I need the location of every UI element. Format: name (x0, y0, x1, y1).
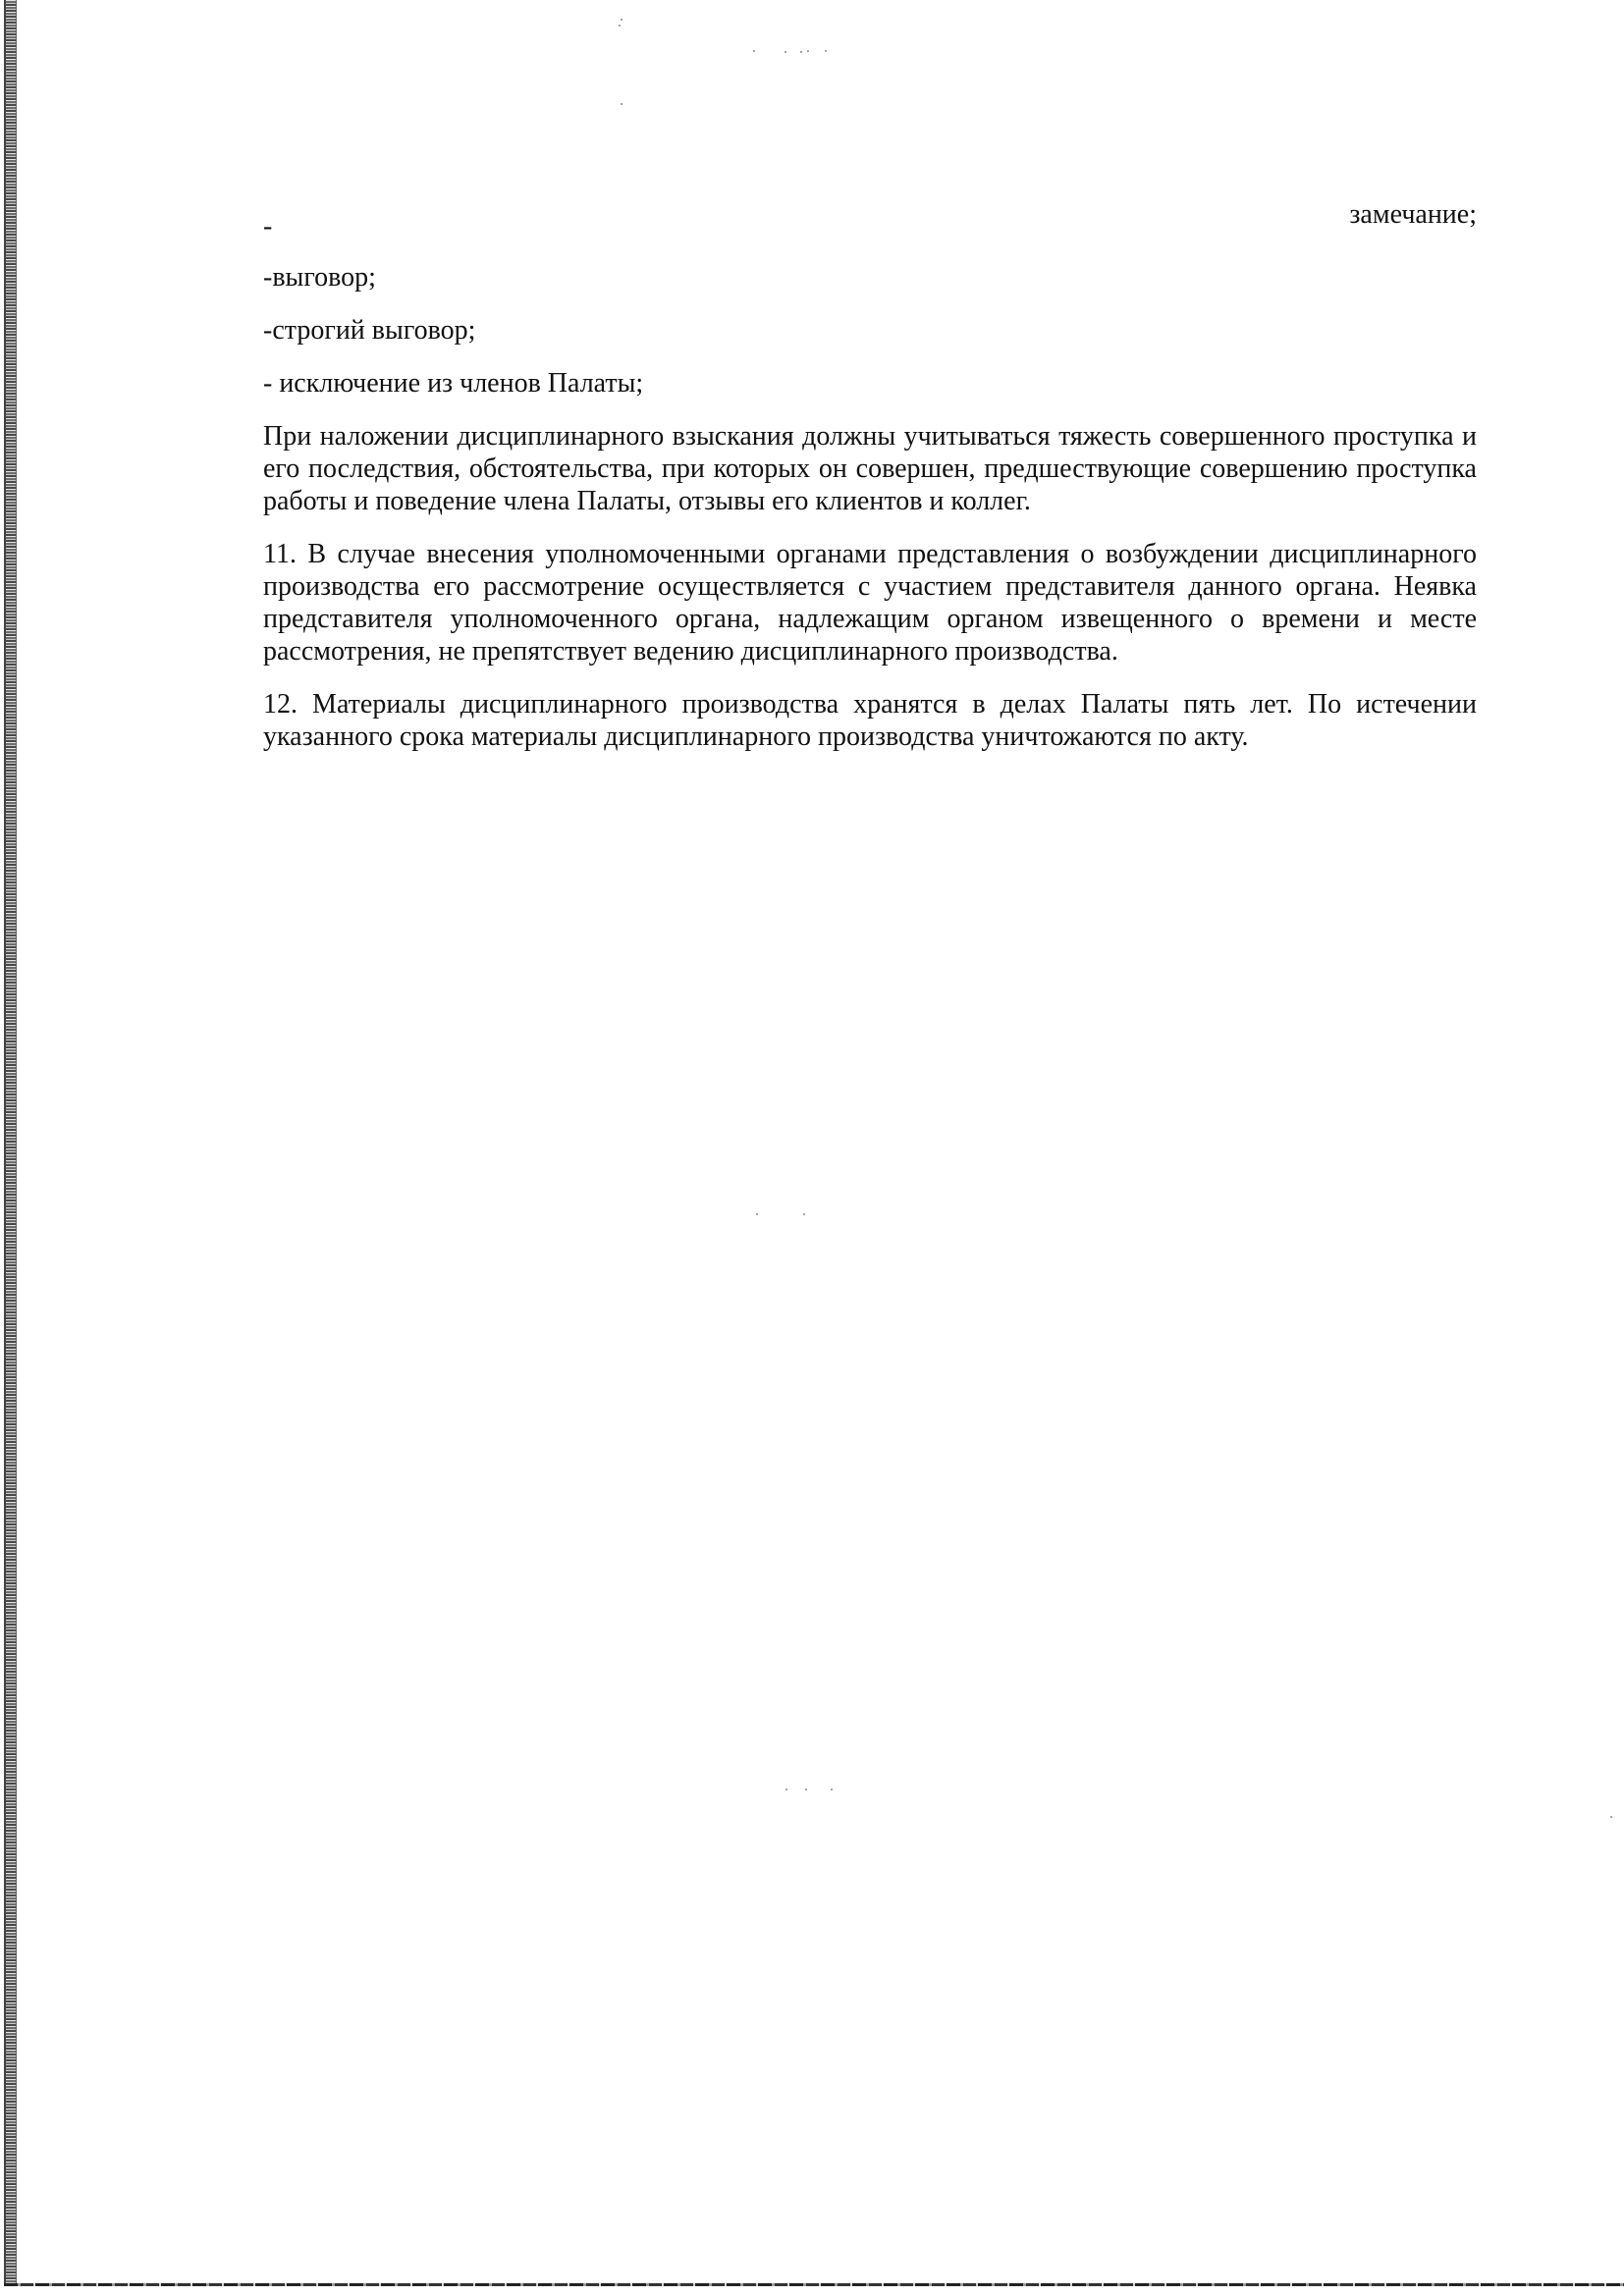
scan-speck (807, 50, 809, 52)
paragraph-clause-11: 11. В случае внесения уполномоченными органами представления о возбуждении дисциплинарного производства его рассмотрение осуществляется с участием представителя данного органа. Неявка представителя уполномоченного органа, надлежащим органом извещенного о времени и месте рассмотрения, не препятствует ведению дисциплинарного производства. (263, 539, 1477, 667)
paragraph-clause-12: 12. Материалы дисциплинарного производства хранятся в делах Палаты пять лет. По истечении указанного срока материалы дисциплинарного производства уничтожаются по акту. (263, 689, 1477, 752)
scan-speck (756, 1213, 758, 1215)
scan-speck (621, 19, 623, 21)
scan-speck (785, 51, 786, 53)
list-item-first (263, 199, 1477, 241)
list-dash: - (263, 211, 273, 241)
scan-speck (619, 25, 621, 27)
scan-speck (800, 51, 802, 53)
scan-speck (1610, 1816, 1612, 1818)
scan-speck (831, 1789, 833, 1790)
scan-speck (753, 50, 755, 52)
list-item: -строгий выговор; (263, 315, 476, 346)
document-body (263, 199, 1477, 774)
scan-edge-left (4, 0, 17, 2285)
scan-speck (621, 103, 623, 105)
scan-speck (803, 1213, 805, 1215)
scan-speck (785, 1789, 787, 1790)
paragraph: При наложении дисциплинарного взыскания должны учитываться тяжесть совершенного проступка и его последствия, обстоятельства, при которых он совершен, предшествующие совершению проступка работы и поведение члена Палаты, отзывы его клиентов и коллег. (263, 421, 1477, 516)
scan-edge-bottom (4, 2283, 1624, 2286)
scan-speck (805, 1789, 807, 1790)
list-item: - исключение из членов Палаты; (263, 368, 644, 399)
list-item: -выговор; (263, 262, 376, 293)
list-item-text: замечание; (1349, 199, 1477, 230)
scan-speck (825, 50, 827, 52)
